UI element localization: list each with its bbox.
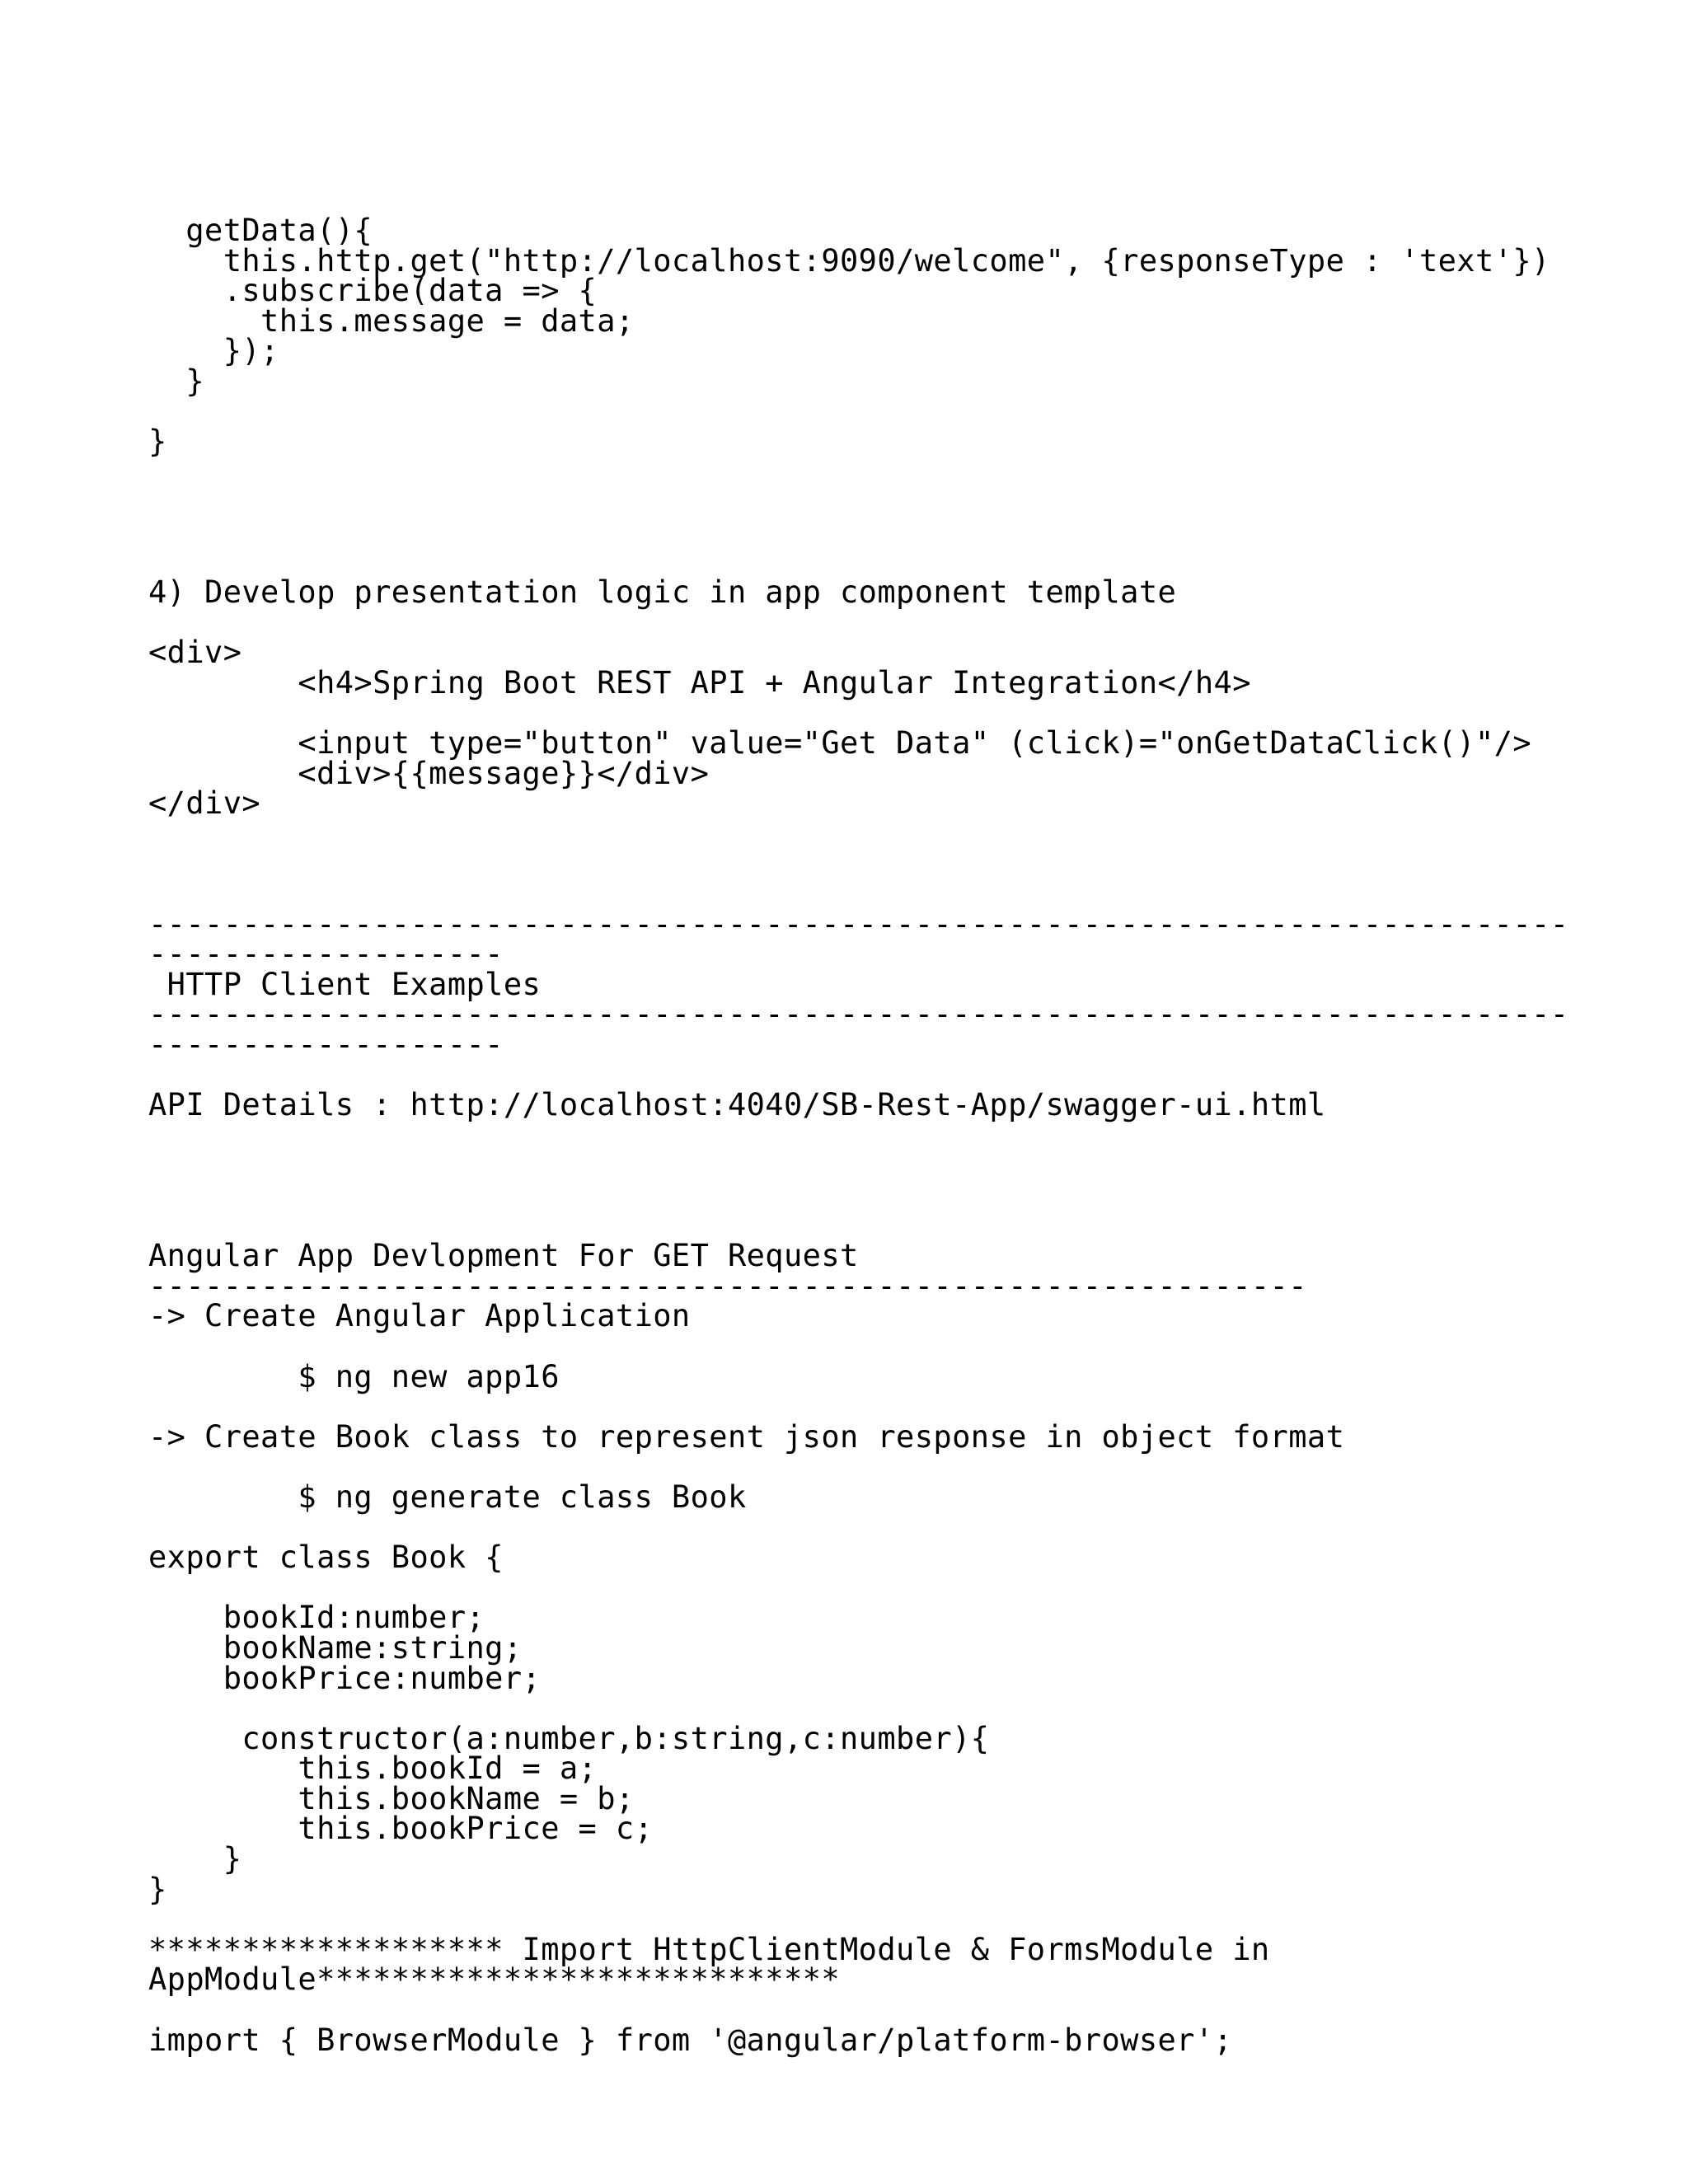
code-line: ******************* Import HttpClientModule & FormsModule in <box>148 1931 1270 1967</box>
code-line: </div> <box>148 785 261 822</box>
code-line: <h4>Spring Boot REST API + Angular Integration</h4> <box>148 664 1251 701</box>
code-line <box>148 1121 1665 1151</box>
code-line <box>148 1573 1665 1604</box>
code-line: .subscribe(data => { <box>148 273 598 309</box>
code-line: this.http.get("http://localhost:9090/welcome", {responseType : 'text'}) <box>148 242 1550 279</box>
code-line: -> Create Book class to represent json response in object format <box>148 1418 1345 1455</box>
code-line: $ ng new app16 <box>148 1358 560 1394</box>
code-line: bookId:number; <box>148 1600 485 1636</box>
code-line: import { BrowserModule } from '@angular/platform-browser'; <box>148 2022 1233 2058</box>
code-line <box>148 518 1665 548</box>
code-line: this.bookId = a; <box>148 1750 598 1787</box>
code-line: AppModule**************************** <box>148 1961 841 1998</box>
code-line: ------------------- <box>148 1027 504 1063</box>
code-line: ---------------------------------------------------------------------------- <box>148 996 1569 1033</box>
code-line: <div>{{message}}</div> <box>148 755 710 791</box>
code-line <box>148 548 1665 579</box>
code-line: } <box>148 1841 242 1877</box>
code-line <box>148 1212 1665 1242</box>
code-line: }); <box>148 333 279 369</box>
code-line <box>148 1392 1665 1422</box>
code-line: HTTP Client Examples <box>148 966 542 1002</box>
code-line <box>148 1332 1665 1362</box>
code-line <box>148 1995 1665 2026</box>
code-line: -> Create Angular Application <box>148 1298 691 1334</box>
code-line: $ ng generate class Book <box>148 1479 747 1515</box>
code-line <box>148 1905 1665 1935</box>
code-line <box>148 879 1665 910</box>
code-line <box>148 1181 1665 1212</box>
code-line: constructor(a:number,b:string,c:number){ <box>148 1720 990 1756</box>
code-line: -------------------------------------------------------------- <box>148 1268 1307 1304</box>
code-line: this.bookPrice = c; <box>148 1811 654 1847</box>
code-line: Angular App Devlopment For GET Request <box>148 1238 859 1274</box>
code-line: API Details : http://localhost:4040/SB-Rest-App/swagger-ui.html <box>148 1087 1326 1123</box>
code-line: this.message = data; <box>148 302 635 339</box>
code-line <box>148 1513 1665 1544</box>
code-line: this.bookName = b; <box>148 1780 635 1816</box>
code-line: getData(){ <box>148 213 373 248</box>
code-line: ------------------- <box>148 936 504 972</box>
code-line: <input type="button" value="Get Data" (click)="onGetDataClick()"/> <box>148 725 1532 762</box>
code-line <box>148 608 1665 639</box>
code-line: bookName:string; <box>148 1629 523 1666</box>
code-line: export class Book { <box>148 1540 504 1576</box>
code-line: ---------------------------------------------------------------------------- <box>148 906 1569 942</box>
code-line <box>148 397 1665 428</box>
code-line <box>148 819 1665 850</box>
code-line: } <box>148 363 205 399</box>
code-line <box>148 487 1665 518</box>
code-line <box>148 699 1665 729</box>
code-line <box>148 849 1665 879</box>
code-line <box>148 457 1665 488</box>
code-line: bookPrice:number; <box>148 1660 542 1696</box>
code-line: } <box>148 1871 167 1907</box>
code-line: } <box>148 424 167 460</box>
code-line <box>148 1452 1665 1483</box>
code-line <box>148 1151 1665 1181</box>
code-line <box>148 1694 1665 1724</box>
code-line: 4) Develop presentation logic in app component template <box>148 574 1177 611</box>
code-line: <div> <box>148 635 242 671</box>
code-line <box>148 1061 1665 1091</box>
code-listing <box>148 213 1665 2058</box>
